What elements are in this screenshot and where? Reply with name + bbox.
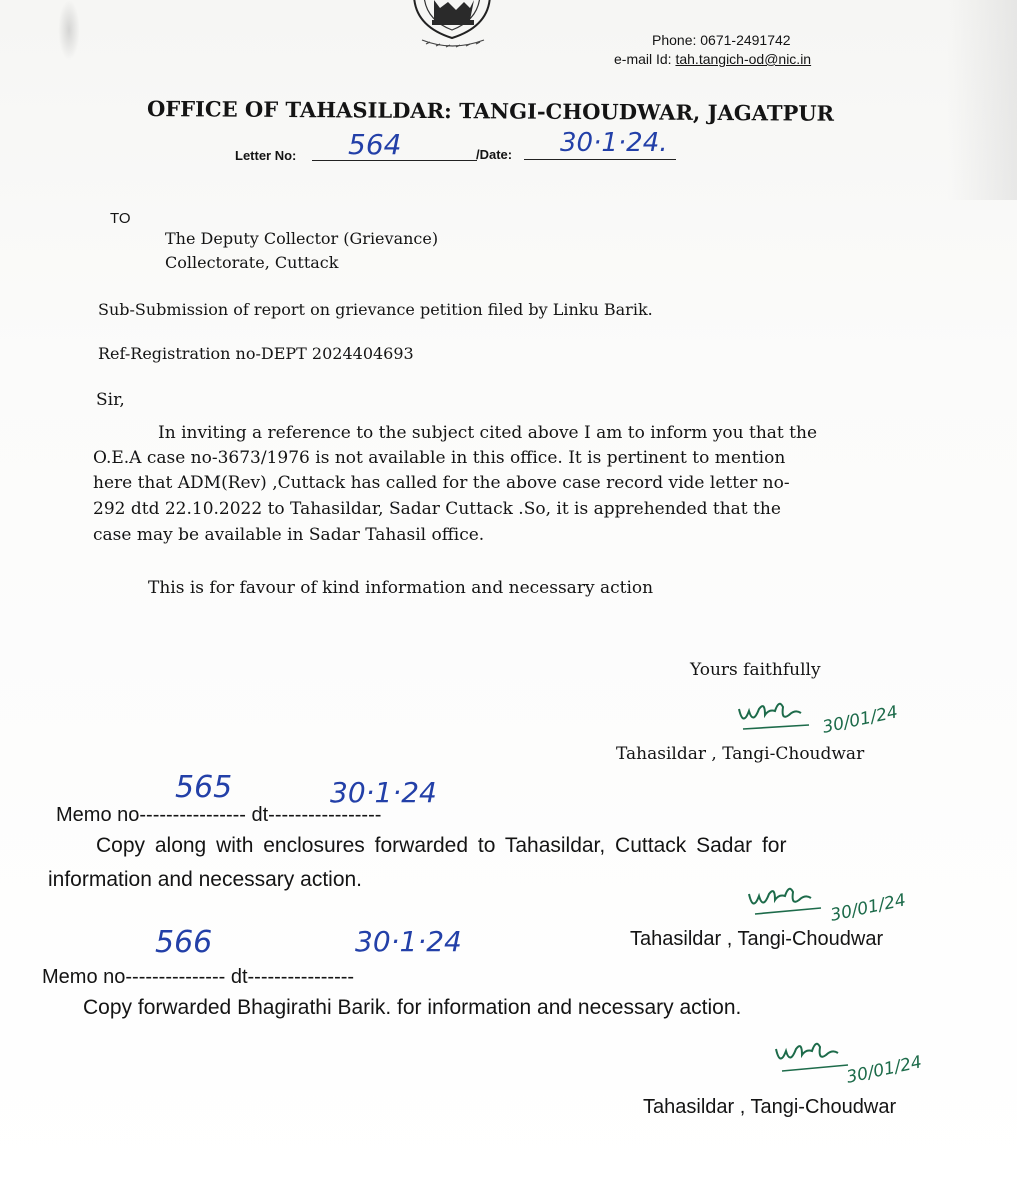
date-value: 30·1·24.: [560, 128, 668, 158]
addressee-line-2: Collectorate, Cuttack: [165, 253, 339, 272]
signature-1: [735, 695, 815, 735]
addressee-line-1: The Deputy Collector (Grievance): [165, 229, 439, 248]
page-shadow: [947, 0, 1017, 200]
memo1-line-2: information and necessary action.: [48, 868, 363, 891]
office-title: OFFICE OF TAHASILDAR: TANGI-CHOUDWAR, JAGATPUR: [146, 96, 835, 126]
body-line-3: here that ADM(Rev) ,Cuttack has called for the above case record vide letter no-: [93, 473, 790, 493]
memo1-line-1: Copy along with enclosures forwarded to Tahasildar, Cuttack Sadar for: [96, 834, 787, 857]
sign-date-3: 30/01/24: [844, 1052, 924, 1088]
memo2-line-1: Copy forwarded Bhagirathi Barik. for information and necessary action.: [83, 996, 742, 1019]
state-emblem-icon: [404, 0, 500, 58]
memo2-date: 30·1·24: [355, 925, 462, 958]
body-line-1: In inviting a reference to the subject cited above I am to inform you that the: [158, 423, 818, 443]
memo2-signatory: Tahasildar , Tangi-Choudwar: [643, 1096, 897, 1118]
yours-faithfully: Yours faithfully: [690, 660, 821, 680]
sign-date-2: 30/01/24: [828, 890, 908, 926]
memo1-number: 565: [175, 770, 233, 805]
page-mark: [58, 0, 80, 60]
email-link: tah.tangich-od@nic.in: [675, 51, 812, 67]
body-line-2: O.E.A case no-3673/1976 is not available in this office. It is pertinent to mention: [93, 448, 786, 468]
closing-line: This is for favour of kind information and necessary action: [148, 578, 654, 598]
letter-no-value: 564: [348, 128, 402, 161]
memo1-signatory: Tahasildar , Tangi-Choudwar: [630, 928, 884, 950]
memo2-label: Memo no--------------- dt----------------: [42, 966, 355, 988]
to-label: TO: [110, 210, 131, 227]
contact-phone: Phone: 0671-2491742: [652, 32, 791, 48]
body-line-4: 292 dtd 22.10.2022 to Tahasildar, Sadar Cuttack .So, it is apprehended that the: [93, 499, 781, 519]
date-label: /Date:: [476, 147, 513, 162]
contact-email: [614, 51, 811, 67]
reference-line: Ref-Registration no-DEPT 2024404693: [98, 344, 414, 363]
memo1-label: Memo no---------------- dt-----------------: [56, 804, 382, 826]
subject-line: Sub-Submission of report on grievance petition filed by Linku Barik.: [98, 300, 653, 319]
letter-no-label: Letter No:: [235, 148, 297, 163]
signature-2: [745, 880, 825, 920]
body-line-5: case may be available in Sadar Tahasil office.: [93, 525, 485, 545]
memo1-date: 30·1·24: [330, 776, 437, 809]
salutation: Sir,: [96, 390, 125, 410]
memo2-number: 566: [155, 925, 213, 960]
date-rule: [524, 159, 676, 160]
signatory-1: Tahasildar , Tangi-Choudwar: [616, 744, 865, 764]
sign-date-1: 30/01/24: [820, 702, 900, 738]
email-label: e-mail Id:: [614, 51, 676, 67]
signature-3: [772, 1035, 852, 1075]
